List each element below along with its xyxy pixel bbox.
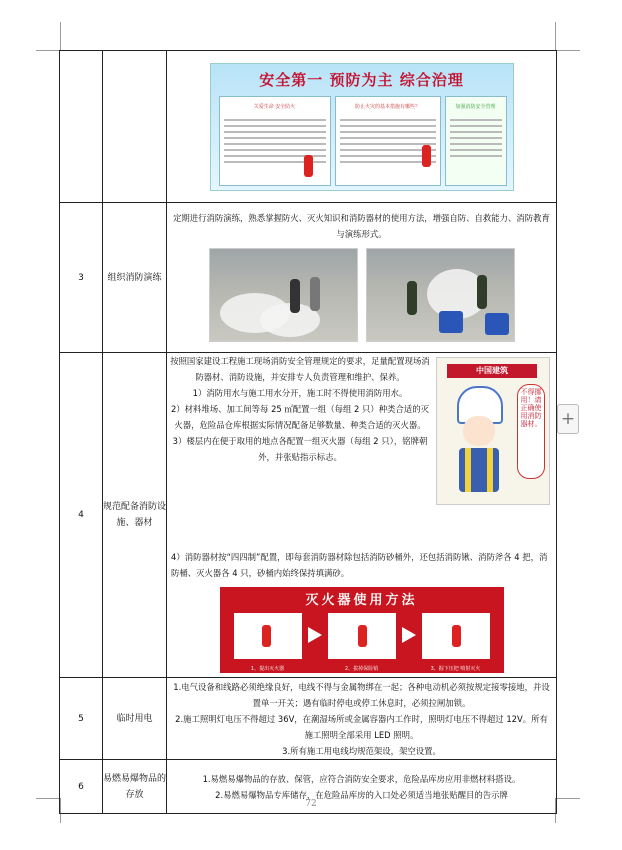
extinguisher-icon	[452, 625, 461, 647]
storage-paragraph: 1.易燃易爆物品的存放、保管，应符合消防安全要求，危险品库房应用非燃材料搭设。	[202, 773, 521, 784]
row-number: 6	[60, 760, 103, 814]
table-row	[60, 203, 557, 353]
extinguisher-icon	[262, 625, 271, 647]
step-caption: 1、提出灭火器	[250, 666, 285, 672]
banner-title: 灭火器使用方法	[305, 593, 418, 608]
add-button[interactable]: +	[557, 404, 579, 434]
poster-left-panel	[219, 96, 331, 186]
table-row	[60, 678, 557, 760]
poster-right-heading: 加强消防安全管理	[455, 103, 496, 110]
arrow-right-icon	[402, 627, 416, 643]
equipment-paragraph: 4）消防器材按“四四制”配置，即每套消防器材除包括消防砂桶外，还包括消防锹、消防斧各 4 把，消防桶、灭火器各 4 只，砂桶内始终保持填满砂。	[171, 552, 548, 578]
row-content	[167, 51, 557, 203]
extinguisher-usage-banner	[220, 587, 504, 673]
equipment-paragraph: 2）材料堆场、加工间等每 25 ㎡配置一组（每组 2 只）种类合适的灭火器，危险品仓库根据实际情况配备足够数量、种类合适的灭火器。	[170, 404, 430, 430]
row-number	[60, 51, 103, 203]
row-number: 3	[60, 203, 103, 353]
electric-paragraph: 1.电气设备和线路必须绝缘良好，电线不得与金属物绑在一起；各种电动机必须按规定接零接地，并设置单一开关；遇有临时停电或停工休息时，必须拉闸加锁。	[173, 681, 550, 708]
poster-mid-heading: 防止火灾的基本措施有哪些？	[354, 103, 420, 110]
drill-photo-right	[366, 248, 515, 342]
arrow-right-icon	[308, 627, 322, 643]
extinguisher-icon	[358, 625, 367, 647]
row-item	[103, 51, 167, 203]
equipment-paragraph: 3）楼层内在便于取用的地点各配置一组灭火器（每组 2 只），铭牌朝外，并张贴指示标志。	[172, 436, 428, 462]
storage-paragraph: 2.易燃易爆物品专库储存，在危险品库房的入口处必须适当地张贴醒目的告示牌	[215, 789, 508, 800]
row-item: 组织消防演练	[103, 203, 167, 353]
safety-cartoon-image	[436, 357, 550, 505]
cartoon-speech-bubble: 不得挪用！请正确使用消防器材。	[517, 384, 545, 479]
row-content	[167, 203, 557, 353]
extinguisher-icon	[304, 155, 313, 177]
step-caption: 2、拔掉保险销	[344, 666, 379, 672]
equipment-paragraph: 1）消防用水与施工用水分开，施工时不得使用消防用水。	[192, 388, 408, 398]
electric-paragraph: 3.所有施工用电线均规范架设，架空设置。	[282, 745, 441, 756]
drill-text: 定期进行消防演练，熟悉掌握防火、灭火知识和消防器材的使用方法，增强自防、自救能力、消防教育与演练形式。	[173, 212, 550, 239]
row-content	[167, 353, 557, 678]
drill-photo-left	[209, 248, 358, 342]
row-number: 4	[60, 353, 103, 678]
step-caption: 3、握下压把 喷射灭火	[430, 666, 481, 672]
row-content	[167, 678, 557, 760]
crop-mark-top-right	[555, 22, 580, 51]
row-item: 规范配备消防设施、器材	[103, 353, 167, 678]
equipment-paragraph: 按照国家建设工程施工现场消防安全管理规定的要求，足量配置现场消防器材、消防设施，并安排专人负责管理和维护、保养。	[170, 356, 430, 382]
page-number: 72	[305, 799, 317, 809]
poster-mid-panel	[335, 96, 441, 186]
step-image-3	[422, 613, 490, 659]
step-image-1	[234, 613, 302, 659]
poster-left-heading: 关爱生命 安全防火	[253, 103, 296, 110]
row-item: 易燃易爆物品的存放	[103, 760, 167, 814]
row-item: 临时用电	[103, 678, 167, 760]
fire-safety-table	[59, 50, 557, 814]
electric-paragraph: 2.施工照明灯电压不得超过 36V，在潮湿场所或金属容器内工作时，照明灯电压不得超过 12V。所有施工照明全部采用 LED 照明。	[175, 713, 548, 740]
table-row	[60, 51, 557, 203]
step-image-2	[328, 613, 396, 659]
table-row	[60, 353, 557, 678]
poster-right-panel	[445, 96, 507, 186]
safety-poster-image	[210, 63, 514, 191]
row-number: 5	[60, 678, 103, 760]
poster-title: 安全第一 预防为主 综合治理	[259, 70, 464, 89]
crop-mark-top-left	[36, 22, 61, 51]
cartoon-title: 中国建筑	[447, 364, 537, 378]
extinguisher-icon	[422, 145, 431, 167]
